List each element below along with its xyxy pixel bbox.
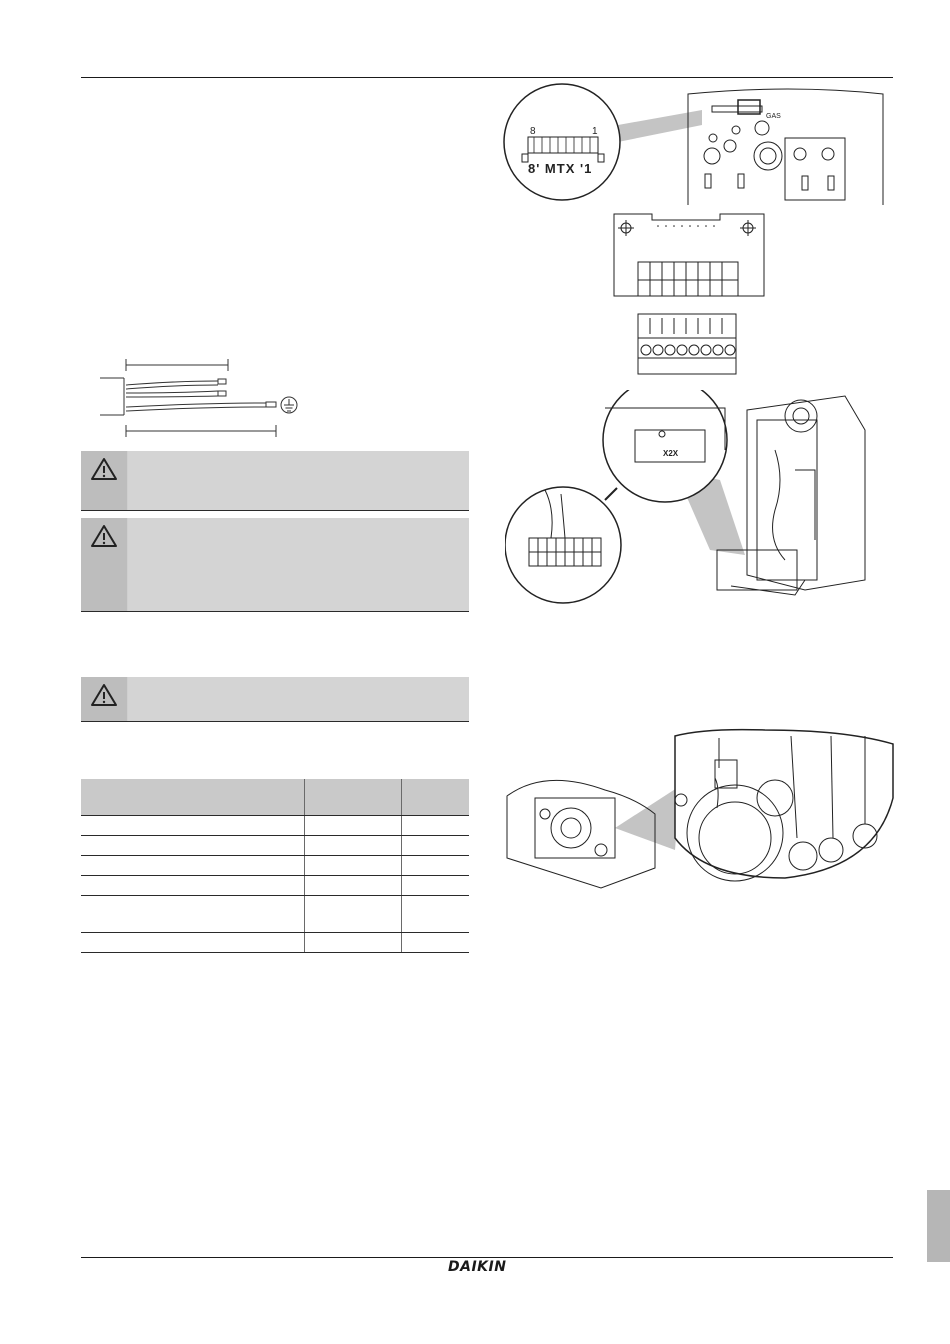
warning-box-2 [81,518,469,612]
table-header-cell [305,779,402,816]
top-rule [81,77,893,78]
earth-icon [281,397,297,413]
warning-text-area [128,518,469,611]
table-row [81,816,469,836]
spec-table [81,779,469,953]
connector-pin-1: 1 [592,126,598,137]
bottom-rule [81,1257,893,1258]
table-header-cell [402,779,470,816]
gas-label: GAS [766,113,781,120]
warning-box-1 [81,451,469,511]
warning-icon-cell [81,451,127,510]
warning-box-3 [81,677,469,722]
daikin-logo: DAIKIN [448,1259,507,1275]
cable-strip-diagram [96,355,316,440]
terminal-cover-label: X2X [663,449,679,458]
warning-text-area [128,677,469,721]
connector-label: 8' MTX '1 [528,161,593,176]
plug-connector-figure [636,310,740,376]
warning-triangle-icon [90,457,118,481]
language-side-tab [927,1190,950,1262]
table-row [81,876,469,896]
terminal-strip-figure [612,210,772,300]
warning-icon-cell [81,677,127,721]
table-row [81,856,469,876]
table-header-cell [81,779,305,816]
warning-triangle-icon [90,683,118,707]
boiler-open-figure [505,390,870,605]
table-row [81,896,469,933]
table-row [81,933,469,953]
warning-text-area [128,451,469,510]
cable-gland-figure [505,728,895,908]
connector-location-figure [500,80,890,205]
table-header-row [81,779,469,816]
table-row [81,836,469,856]
connector-pin-8: 8 [530,126,536,137]
warning-triangle-icon [90,524,118,548]
warning-icon-cell [81,518,127,611]
